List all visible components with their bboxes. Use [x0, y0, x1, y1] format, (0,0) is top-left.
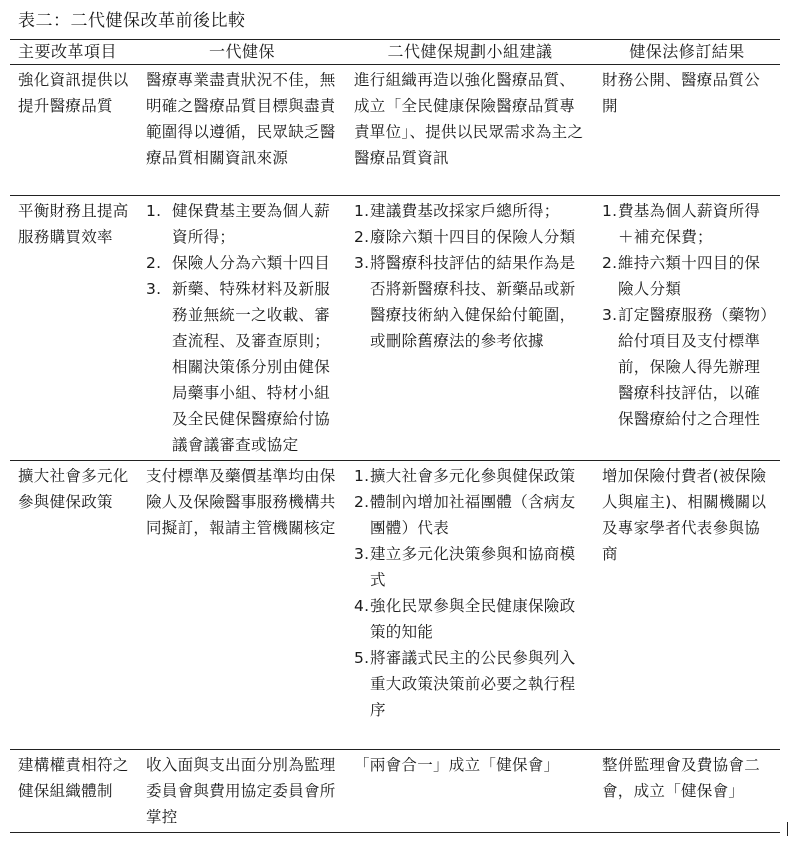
list-number: 3.: [354, 545, 370, 563]
list-item: [354, 593, 588, 645]
list-number: 3.: [354, 254, 370, 272]
list-item: [354, 250, 588, 354]
header-reform-item: 主要改革項目: [10, 40, 138, 65]
table-row: [10, 750, 780, 833]
list-item-text: 廢除六類十四目的保險人分類: [370, 228, 576, 246]
cell-gen1: [138, 196, 346, 461]
list-item: [146, 198, 340, 250]
table-header-row: [10, 40, 780, 65]
list-number: 2.: [354, 493, 370, 511]
list-number: 2.: [354, 228, 370, 246]
cell-result: 整併監理會及費協會二會，成立「健保會」: [594, 750, 780, 833]
list-item-text: 健保費基主要為個人薪資所得；: [172, 202, 331, 246]
text-cursor: [787, 822, 788, 836]
list-number: 1.: [146, 202, 162, 220]
cell-result: 財務公開、醫療品質公開: [594, 65, 780, 196]
header-gen2-proposal: 二代健保規劃小組建議: [346, 40, 594, 65]
list-item-text: 強化民眾參與全民健康保險政策的知能: [370, 597, 576, 641]
list-number: 5.: [354, 649, 370, 667]
cell-gen2: 「兩會合一」成立「健保會」: [346, 750, 594, 833]
list-item-text: 將審議式民主的公民參與列入重大政策決策前必要之執行程序: [370, 649, 576, 719]
cell-gen1: 醫療專業盡責狀況不佳，無明確之醫療品質目標與盡責範圍得以遵循，民眾缺乏醫療品質相關資訊來源: [138, 65, 346, 196]
list-item: [354, 224, 588, 250]
list-item: [146, 276, 340, 458]
header-law-result: 健保法修訂結果: [594, 40, 780, 65]
cell-result: [594, 196, 780, 461]
list-item-text: 維持六類十四目的保險人分類: [618, 254, 761, 298]
list-item-text: 體制內增加社福團體（含病友團體）代表: [370, 493, 576, 537]
list-item: [602, 250, 774, 302]
cell-reform-item: 平衡財務且提高服務購買效率: [10, 196, 138, 461]
list-item: [602, 198, 774, 250]
cell-gen1: 收入面與支出面分別為監理委員會與費用協定委員會所掌控: [138, 750, 346, 833]
table-row: [10, 196, 780, 461]
cell-gen1: 支付標準及藥價基準均由保險人及保險醫事服務機構共同擬訂，報請主管機關核定: [138, 461, 346, 750]
table-row: [10, 461, 780, 750]
list-number: 1.: [354, 202, 370, 220]
list-number: 2.: [146, 254, 162, 272]
cell-result: 增加保險付費者(被保險人與雇主)、相關機關以及專家學者代表參與協商: [594, 461, 780, 750]
list-number: 3.: [602, 306, 618, 324]
list-item: [354, 645, 588, 723]
list-item: [146, 250, 340, 276]
list-item-text: 費基為個人薪資所得＋補充保費；: [618, 202, 761, 246]
table-caption: 表二：二代健保改革前後比較: [18, 11, 246, 31]
header-gen1: 一代健保: [138, 40, 346, 65]
list-item-text: 訂定醫療服務（藥物）給付項目及支付標準前，保險人得先辦理醫療科技評估，以確保醫療給付之合理性: [618, 306, 769, 428]
list-number: 4.: [354, 597, 370, 615]
list-number: 1.: [602, 202, 618, 220]
cell-reform-item: 強化資訊提供以提升醫療品質: [10, 65, 138, 196]
reform-comparison-table: [10, 39, 780, 833]
list-number: 1.: [354, 467, 370, 485]
list-item-text: 新藥、特殊材料及新服務並無統一之收載、審查流程、及審查原則；相關決策係分別由健保局藥事小組、特材小組及全民健保醫療給付協議會議審查或協定: [172, 280, 331, 454]
list-item-text: 建議費基改採家戶總所得；: [370, 202, 560, 220]
list-number: 2.: [602, 254, 618, 272]
list-number: 3.: [146, 280, 162, 298]
list-item: [354, 489, 588, 541]
list-item-text: 擴大社會多元化參與健保政策: [370, 467, 576, 485]
list-item: [354, 541, 588, 593]
cell-reform-item: 建構權責相符之健保組織體制: [10, 750, 138, 833]
cell-gen2: 進行組織再造以強化醫療品質、成立「全民健康保險醫療品質專責單位」、提供以民眾需求為主之醫療品質資訊: [346, 65, 594, 196]
list-item: [354, 198, 588, 224]
list-item-text: 將醫療科技評估的結果作為是否將新醫療科技、新藥品或新醫療技術納入健保給付範圍，或刪除舊療法的參考依據: [370, 254, 576, 350]
table-row: [10, 65, 780, 196]
cell-gen2: [346, 461, 594, 750]
list-item: [354, 463, 588, 489]
list-item-text: 保險人分為六類十四目: [172, 254, 331, 272]
cell-gen2: [346, 196, 594, 461]
list-item-text: 建立多元化決策參與和協商模式: [370, 545, 576, 589]
list-item: [602, 302, 774, 432]
cell-reform-item: 擴大社會多元化參與健保政策: [10, 461, 138, 750]
